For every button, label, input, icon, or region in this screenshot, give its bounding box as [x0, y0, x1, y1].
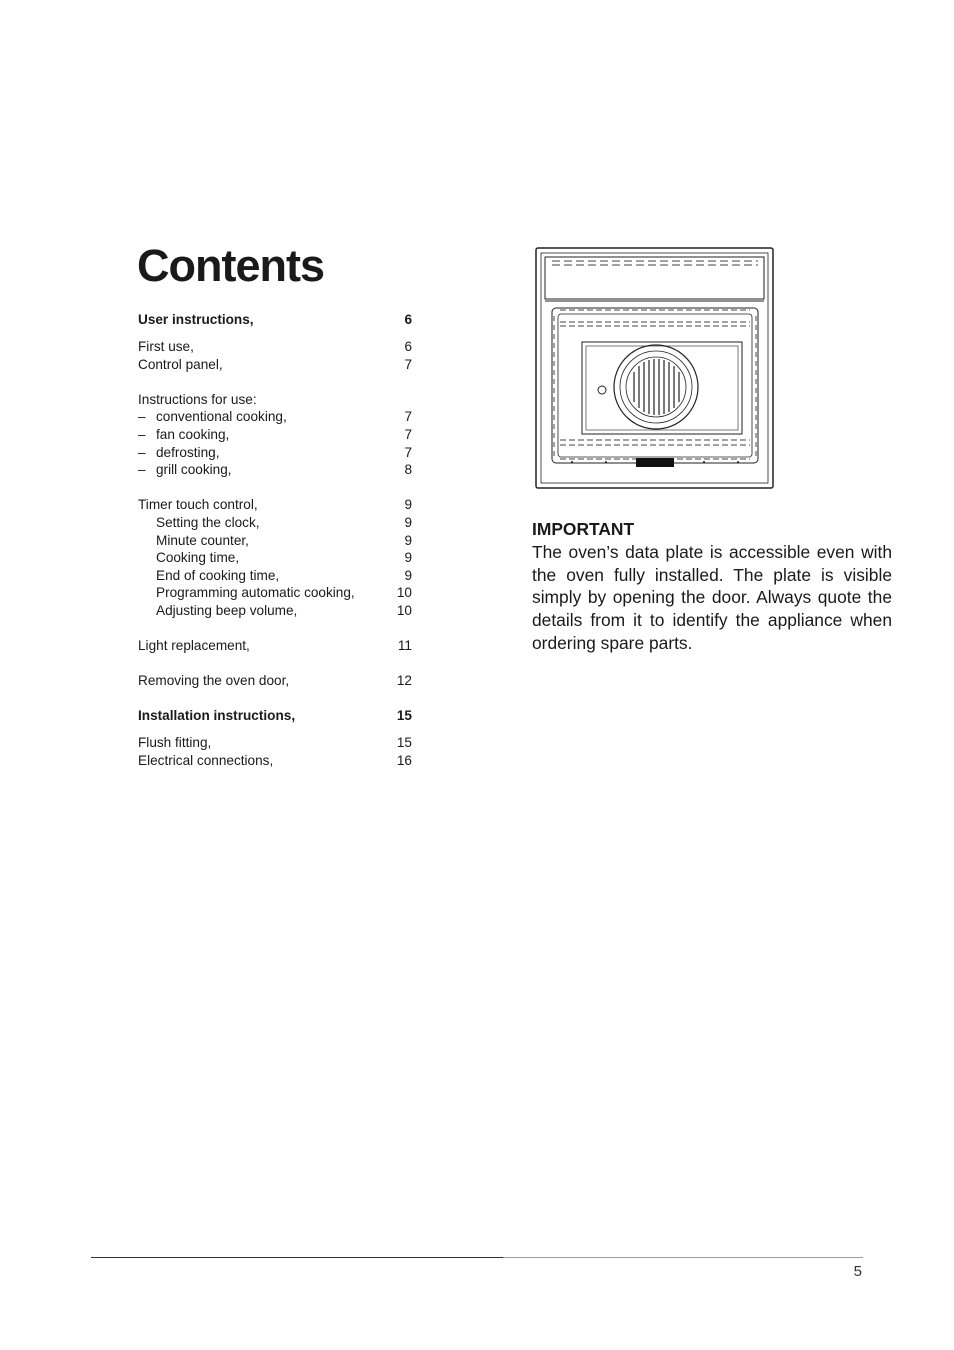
notice-title: IMPORTANT	[532, 519, 635, 539]
toc-entry-label: Minute counter,	[156, 532, 249, 548]
footer-rule-extension	[503, 1257, 863, 1258]
toc-entry-control-panel	[138, 356, 412, 374]
toc-entry-label: End of cooking time,	[156, 567, 280, 583]
toc-entry-page: 9	[404, 532, 412, 548]
toc-entry-page: 6	[404, 312, 412, 327]
toc-entry-removing-the-oven-door	[138, 672, 412, 690]
toc-entry-page: 10	[396, 585, 412, 601]
toc-entry-label: Instructions for use:	[138, 391, 257, 407]
toc-entry-first-use	[138, 338, 412, 356]
toc-entry-label: Adjusting beep volume,	[156, 602, 298, 618]
toc-group-light	[138, 637, 412, 655]
page-number: 5	[853, 1263, 862, 1280]
toc-entry-label: – grill cooking,	[138, 462, 232, 478]
toc-entry-instructions-for-use	[138, 391, 412, 409]
toc-entry-page: 15	[396, 708, 412, 724]
toc-entry-label: Control panel,	[138, 356, 223, 372]
toc-entry-label: Removing the oven door,	[138, 673, 290, 689]
toc-entry-label: User instructions,	[138, 312, 254, 327]
toc-entry-user-instructions	[138, 311, 412, 329]
toc-entry-page: 9	[404, 514, 412, 530]
toc-entry-label: – fan cooking,	[138, 426, 230, 442]
toc-entry-page: 10	[396, 602, 412, 618]
toc-entry-label: – conventional cooking,	[138, 409, 287, 425]
toc-entry-page: 7	[404, 444, 412, 460]
toc-entry-page: 6	[404, 338, 412, 354]
toc-entry-page: 11	[397, 638, 412, 654]
oven-drawing	[534, 246, 776, 490]
toc-entry-label: Light replacement,	[138, 638, 250, 654]
toc-entry-label: Flush fitting,	[138, 735, 212, 751]
toc-entry-page: 8	[404, 462, 412, 478]
toc-group-timer	[138, 496, 412, 619]
toc-entry-minute-counter	[138, 532, 412, 550]
oven-illustration	[534, 246, 776, 490]
toc-entry-end-of-cooking-time	[138, 567, 412, 585]
toc-entry-label: Timer touch control,	[138, 497, 258, 513]
toc-entry-label: Setting the clock,	[156, 514, 260, 530]
notice-body: The oven’s data plate is accessible even with the oven fully installed. The plate is visible simply by opening the door. Always quote the details from it to identify the appliance when ordering spare parts.	[532, 541, 892, 653]
toc-entry-page: 12	[396, 673, 412, 689]
toc-entry-page: 7	[404, 426, 412, 442]
toc-entry-page: 7	[404, 409, 412, 425]
page-title: Contents	[137, 240, 324, 291]
important-notice	[532, 518, 892, 655]
toc-entry-page: 9	[404, 550, 412, 566]
toc-entry-page: 16	[396, 753, 412, 769]
toc-entry-page: 9	[404, 497, 412, 513]
toc-group-basics	[138, 338, 412, 373]
toc-entry-page: 9	[404, 567, 412, 583]
table-of-contents	[138, 311, 412, 787]
toc-entry-label: – defrosting,	[138, 444, 220, 460]
toc-entry-grill-cooking	[138, 461, 412, 479]
toc-entry-fan-cooking	[138, 426, 412, 444]
toc-group-instructions-for-use	[138, 391, 412, 479]
toc-entry-page: 7	[404, 356, 412, 372]
toc-entry-timer-touch-control	[138, 496, 412, 514]
toc-entry-light-replacement	[138, 637, 412, 655]
toc-entry-label: Electrical connections,	[138, 753, 274, 769]
toc-entry-adjusting-beep-volume	[138, 602, 412, 620]
toc-entry-flush-fitting	[138, 734, 412, 752]
toc-entry-label: First use,	[138, 338, 194, 354]
dash-bullet: –	[138, 409, 146, 425]
toc-group-installation	[138, 734, 412, 769]
toc-entry-cooking-time	[138, 549, 412, 567]
toc-section-installation	[138, 707, 412, 725]
toc-entry-installation-instructions	[138, 707, 412, 725]
dash-bullet: –	[138, 426, 146, 442]
toc-entry-electrical-connections	[138, 752, 412, 770]
toc-entry-page: 15	[396, 735, 412, 751]
toc-entry-defrosting	[138, 444, 412, 462]
dash-bullet: –	[138, 444, 146, 460]
toc-entry-programming-automatic-cooking	[138, 584, 412, 602]
toc-group-door	[138, 672, 412, 690]
toc-entry-label: Programming automatic cooking,	[156, 585, 355, 601]
toc-section-user	[138, 311, 412, 329]
toc-entry-setting-the-clock	[138, 514, 412, 532]
footer-rule	[91, 1257, 503, 1258]
toc-entry-conventional-cooking	[138, 408, 412, 426]
toc-entry-label: Installation instructions,	[138, 708, 296, 724]
toc-entry-label: Cooking time,	[156, 550, 240, 566]
dash-bullet: –	[138, 462, 146, 478]
